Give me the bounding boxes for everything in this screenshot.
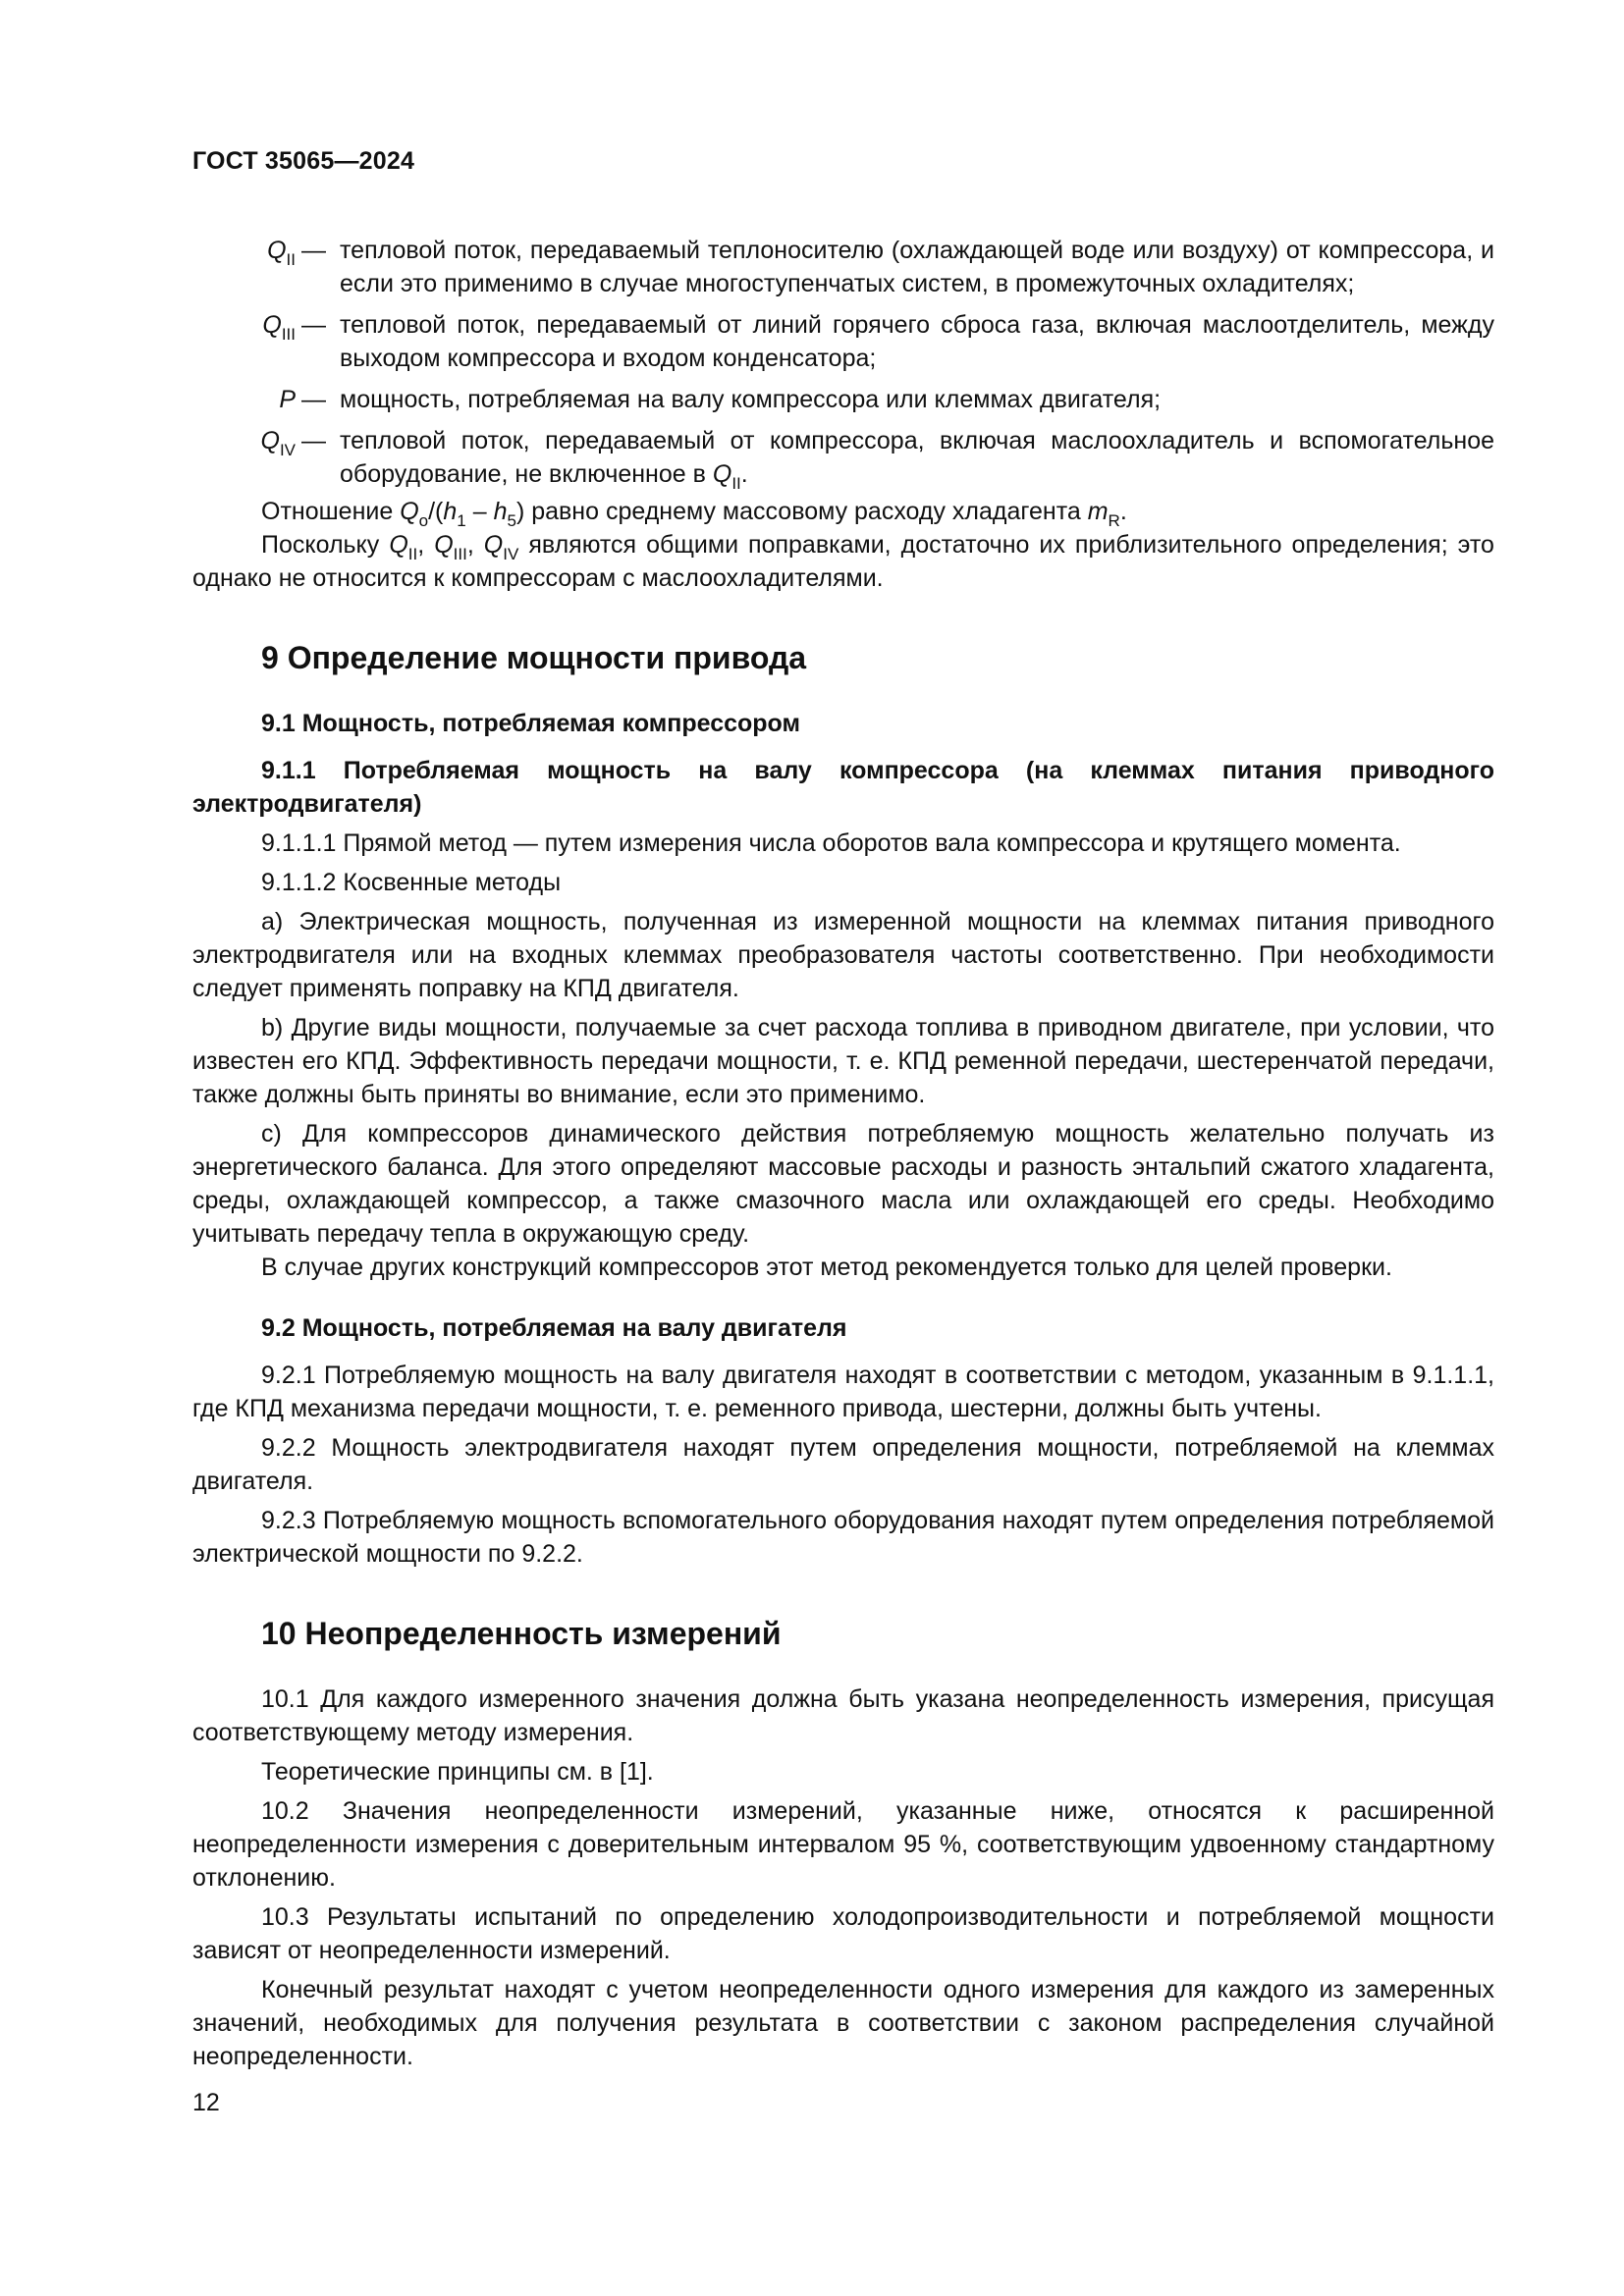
symbol: Q (262, 311, 282, 339)
dash: — (301, 237, 326, 264)
paragraph-final-result: Конечный результат находят с учетом неопределенности одного измерения для каждого из замеренных значений, необходимых для получения результата в соответствии с законом распределения случайной неопределенности. (192, 1976, 1494, 2070)
paragraph-other-designs: В случае других конструкций компрессоров этот метод рекомендуется только для целей проверки. (261, 1254, 1392, 1281)
section-9-title: 9 Определение мощности привода (261, 640, 807, 675)
paragraph-9-2-1: 9.2.1 Потребляемую мощность на валу двигателя находят в соответствии с методом, указанным в 9.1.1.1, где КПД механизма передачи мощности, т. е. ременного привода, шестерни, должны быть учтены. (192, 1362, 1494, 1422)
list-item-a: a) Электрическая мощность, полученная из измеренной мощности на клеммах питания приводного электродвигателя или на входных клеммах преобразователя частоты соответственно. При необходимости следует применять поправку на КПД двигателя. (192, 908, 1494, 1002)
paragraph-10-2: 10.2 Значения неопределенности измерений, указанные ниже, относятся к расширенной неопределенности измерения с доверительным интервалом 95 %, соответствующим удвоенному стандартному отклонению. (192, 1797, 1494, 1892)
paragraph-9-2-2: 9.2.2 Мощность электродвигателя находят путем определения мощности, потребляемой на клеммах двигателя. (192, 1434, 1494, 1495)
paragraph-9-2-3: 9.2.3 Потребляемую мощность вспомогательного оборудования находят путем определения потребляемой электрической мощности по 9.2.2. (192, 1507, 1494, 1568)
definition-q3 (192, 308, 1494, 375)
definition-text: тепловой поток, передаваемый теплоносителю (охлаждающей воде или воздуху) от компрессора, и если это применимо в случае многоступенчатых систем, в промежуточных охладителях; (340, 237, 1494, 297)
definition-q2 (192, 234, 1494, 300)
document-header: ГОСТ 35065—2024 (192, 147, 415, 175)
paragraph-9-1-1-1: 9.1.1.1 Прямой метод — путем измерения числа оборотов вала компрессора и крутящего момента. (261, 829, 1401, 857)
page-content (192, 234, 1494, 2073)
list-item-c: c) Для компрессоров динамического действия потребляемую мощность желательно получать из энергетического баланса. Для этого определяют массовые расходы и разность энтальпий сжатого хладагента, среды, охлаждающей компрессор, а также смазочного масла или охлаждающей его среды. Необходимо учитывать передачу тепла в окружающую среду. (192, 1120, 1494, 1248)
subsection-9-1-title: 9.1 Мощность, потребляемая компрессором (261, 710, 800, 737)
list-item-b: b) Другие виды мощности, получаемые за счет расхода топлива в приводном двигателе, при условии, что известен его КПД. Эффективность передачи мощности, т. е. КПД ременной передачи, шестеренчатой передачи, также должны быть приняты во внимание, если это применимо. (192, 1014, 1494, 1108)
page-number: 12 (192, 2089, 220, 2116)
definition-text: мощность, потребляемая на валу компрессора или клеммах двигателя; (340, 386, 1162, 413)
definition-q4 (192, 424, 1494, 491)
paragraph-10-3: 10.3 Результаты испытаний по определению холодопроизводительности и потребляемой мощности зависят от неопределенности измерений. (192, 1903, 1494, 1964)
definition-text: тепловой поток, передаваемый от линий горячего сброса газа, включая маслоотделитель, между выходом компрессора и входом конденсатора; (340, 311, 1494, 372)
symbol: P (279, 386, 296, 413)
dash: — (301, 386, 326, 413)
section-10-title: 10 Неопределенность измерений (261, 1616, 782, 1651)
dash: — (301, 311, 326, 339)
subsection-9-2-title: 9.2 Мощность, потребляемая на валу двигателя (261, 1314, 847, 1342)
ratio-paragraph: Отношение $Q_o/(h_1 - h_5)$ равно среднему массовому расходу хладагента $m_R$. (261, 498, 1127, 530)
symbol-sub: II (286, 250, 296, 269)
symbol-sub: III (281, 325, 296, 344)
since-paragraph: Поскольку $Q_{II}$, $Q_{III}$, $Q_{IV}$ являются общими поправками, достаточно их приблизительного определения; это однако не относится к компрессорам с маслоохладителями. (192, 531, 1494, 592)
subsection-9-1-1-title: 9.1.1 Потребляемая мощность на валу компрессора (на клеммах питания приводного электродвигателя) (192, 757, 1494, 818)
paragraph-10-1: 10.1 Для каждого измеренного значения должна быть указана неопределенность измерения, присущая соответствующему методу измерения. (192, 1685, 1494, 1746)
symbol-sub: IV (279, 441, 296, 459)
paragraph-10-1-theory: Теоретические принципы см. в [1]. (261, 1758, 654, 1786)
dash: — (301, 427, 326, 454)
symbol: Q (260, 427, 280, 454)
symbol: Q (267, 237, 287, 264)
definition-text: тепловой поток, передаваемый от компрессора, включая маслоохладитель и вспомогательное оборудование, не включенное в $Q_{II}$. (340, 427, 1494, 493)
definitions-list (192, 234, 1494, 491)
paragraph-9-1-1-2: 9.1.1.2 Косвенные методы (261, 869, 562, 896)
definition-p (192, 383, 1494, 416)
